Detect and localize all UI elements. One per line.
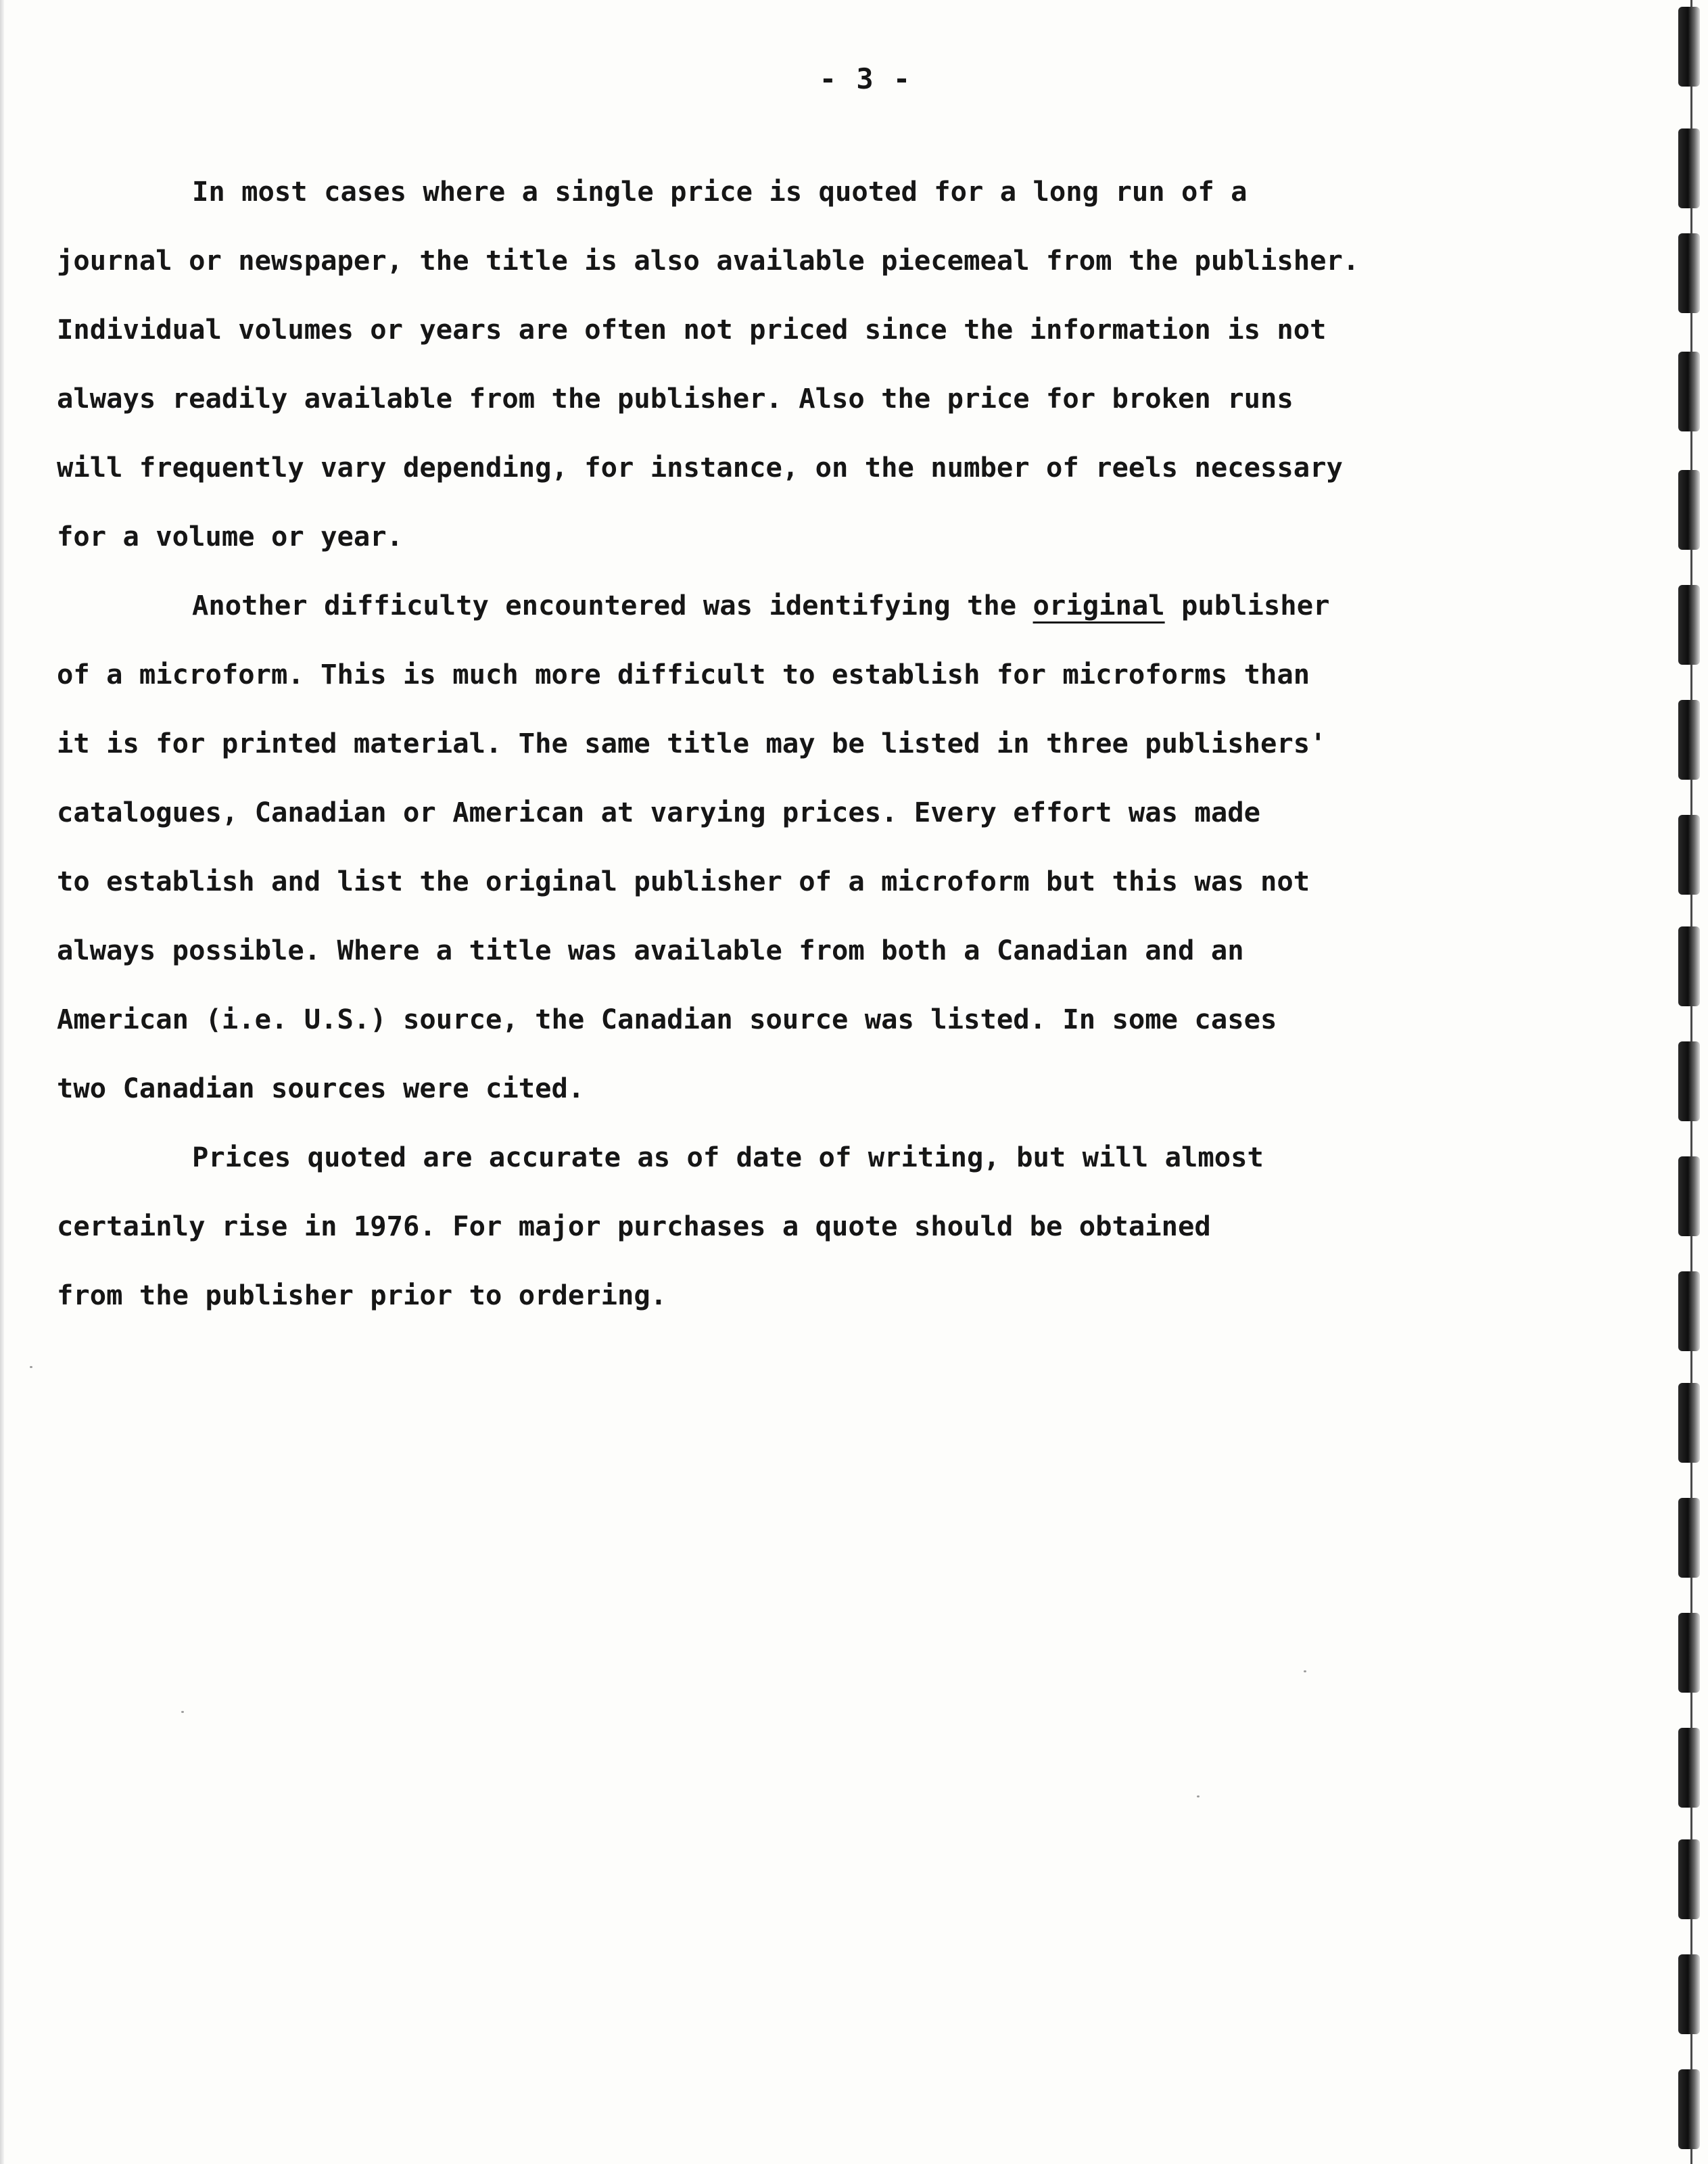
binding-coil bbox=[1678, 2069, 1700, 2149]
binding-coil bbox=[1678, 1613, 1700, 1693]
binding-coil bbox=[1678, 470, 1700, 550]
paragraph-2-line-7: American (i.e. U.S.) source, the Canadian source was listed. In some cases bbox=[57, 1003, 1277, 1035]
paragraph-2-line-3: it is for printed material. The same title may be listed in three publishers' bbox=[57, 727, 1327, 759]
binding-coil bbox=[1678, 1041, 1700, 1121]
binding-coil bbox=[1678, 128, 1700, 208]
paragraph-2-line-1-start: Another difficulty encountered was identifying the bbox=[192, 589, 1033, 621]
binding-coil bbox=[1678, 926, 1700, 1006]
paragraph-2-line-8: two Canadian sources were cited. bbox=[57, 1072, 585, 1104]
paragraph-2-line-5: to establish and list the original publisher of a microform but this was not bbox=[57, 865, 1310, 897]
binding-coil bbox=[1678, 1156, 1700, 1236]
binding-coil bbox=[1678, 1498, 1700, 1578]
document-body bbox=[57, 157, 1423, 1330]
paragraph-2-line-6: always possible. Where a title was available from both a Canadian and an bbox=[57, 934, 1244, 966]
paragraph-3-line-1: Prices quoted are accurate as of date of writing, but will almost bbox=[192, 1141, 1264, 1173]
paragraph-3-line-2: certainly rise in 1976. For major purchases a quote should be obtained bbox=[57, 1210, 1211, 1242]
scan-speck bbox=[1197, 1795, 1200, 1797]
paragraph-1-line-1: In most cases where a single price is quoted for a long run of a bbox=[192, 175, 1248, 208]
binding-coil bbox=[1678, 352, 1700, 431]
scan-speck bbox=[30, 1366, 32, 1368]
paragraph-2-line-4: catalogues, Canadian or American at varying prices. Every effort was made bbox=[57, 796, 1260, 828]
binding-coil bbox=[1678, 585, 1700, 665]
paragraph-1-line-2: journal or newspaper, the title is also available piecemeal from the publisher. bbox=[57, 244, 1360, 277]
page-left-edge bbox=[0, 0, 4, 2164]
page-number: - 3 - bbox=[819, 62, 912, 95]
underlined-word-original: original bbox=[1033, 589, 1165, 621]
binding-coil bbox=[1678, 700, 1700, 780]
paragraph-3-line-3: from the publisher prior to ordering. bbox=[57, 1279, 667, 1311]
paragraph-2-line-1 bbox=[57, 571, 1423, 640]
binding-coil bbox=[1678, 1954, 1700, 2034]
binding-coil bbox=[1678, 1839, 1700, 1919]
binding-coil bbox=[1678, 1383, 1700, 1463]
scan-speck bbox=[181, 1711, 184, 1713]
binding-coil bbox=[1678, 1271, 1700, 1351]
spiral-binding bbox=[1665, 0, 1708, 2164]
paragraph-1-line-3: Individual volumes or years are often not priced since the information is not bbox=[57, 313, 1327, 346]
binding-coil bbox=[1678, 233, 1700, 313]
paragraph-1-line-4: always readily available from the publisher. Also the price for broken runs bbox=[57, 382, 1294, 415]
paragraph-2-line-2: of a microform. This is much more difficult to establish for microforms than bbox=[57, 658, 1310, 690]
paragraph-2-line-1-end: publisher bbox=[1164, 589, 1330, 621]
binding-coil bbox=[1678, 815, 1700, 895]
paragraph-1-line-6: for a volume or year. bbox=[57, 520, 404, 552]
scan-speck bbox=[1304, 1670, 1306, 1672]
binding-coil bbox=[1678, 7, 1700, 87]
paragraph-1-line-5: will frequently vary depending, for instance, on the number of reels necessary bbox=[57, 451, 1343, 484]
binding-coil bbox=[1678, 1728, 1700, 1808]
